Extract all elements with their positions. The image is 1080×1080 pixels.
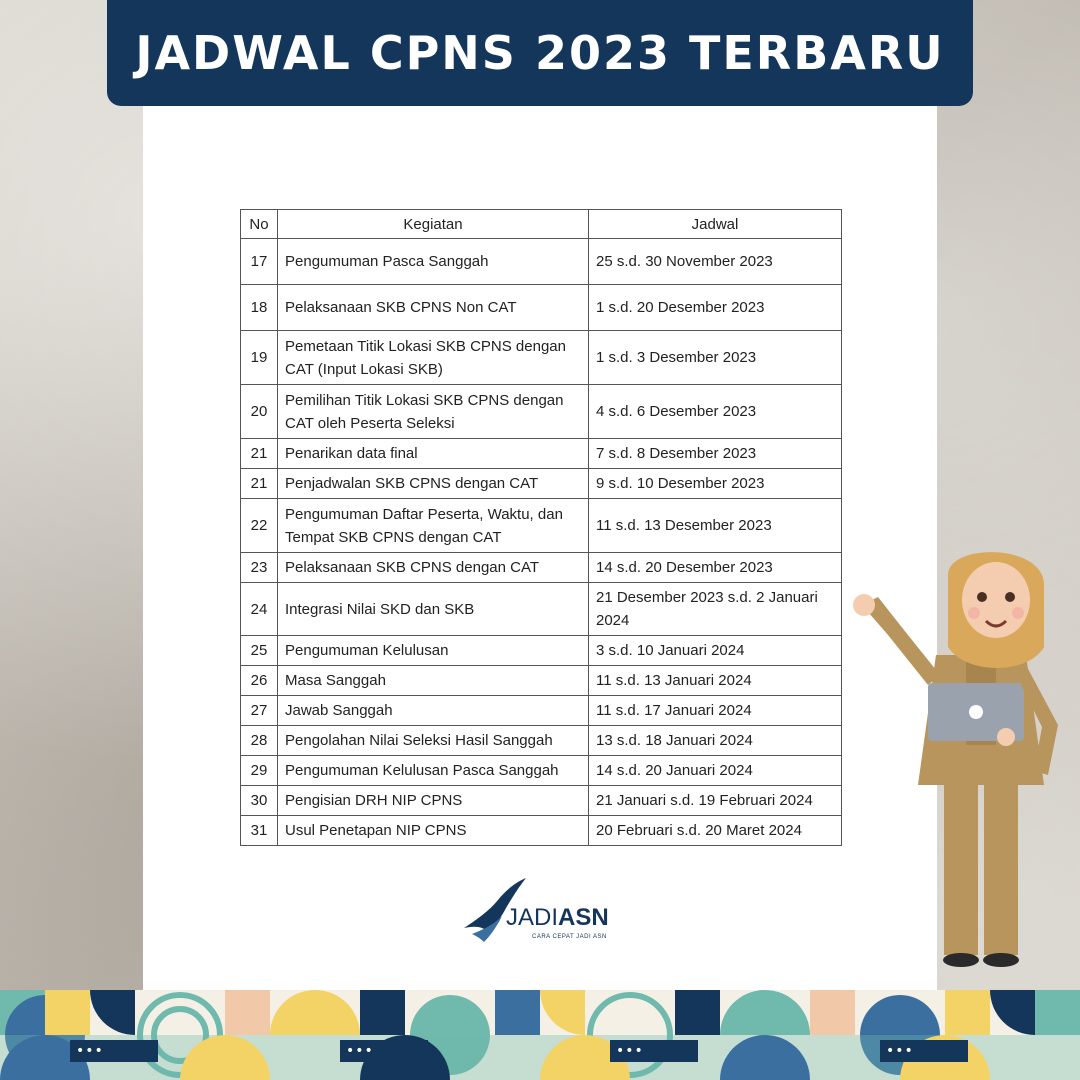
row-no: 19 [241,331,278,385]
header-schedule: Jadwal [589,210,842,239]
table-row [241,786,842,816]
row-activity: Penarikan data final [278,439,589,469]
row-schedule: 3 s.d. 10 Januari 2024 [589,636,842,666]
row-no: 30 [241,786,278,816]
row-schedule: 4 s.d. 6 Desember 2023 [589,385,842,439]
footer-dots-bar: ••• [610,1040,698,1062]
row-no: 31 [241,816,278,846]
row-schedule: 11 s.d. 17 Januari 2024 [589,696,842,726]
row-schedule: 9 s.d. 10 Desember 2023 [589,469,842,499]
row-schedule: 13 s.d. 18 Januari 2024 [589,726,842,756]
header-activity: Kegiatan [278,210,589,239]
row-activity: Jawab Sanggah [278,696,589,726]
row-activity: Pengolahan Nilai Seleksi Hasil Sanggah [278,726,589,756]
row-schedule: 14 s.d. 20 Januari 2024 [589,756,842,786]
jadiasn-logo [462,876,622,956]
table-row [241,583,842,636]
hand [853,594,875,616]
row-activity: Penjadwalan SKB CPNS dengan CAT [278,469,589,499]
table-row [241,439,842,469]
row-no: 21 [241,439,278,469]
logo-tagline: CARA CEPAT JADI ASN [532,934,607,940]
row-activity: Pengumuman Kelulusan Pasca Sanggah [278,756,589,786]
row-no: 18 [241,285,278,331]
schedule-table [240,209,842,846]
row-activity: Pengumuman Daftar Peserta, Waktu, dan Tempat SKB CPNS dengan CAT [278,499,589,553]
row-no: 29 [241,756,278,786]
logo-wordmark [506,904,609,932]
row-activity: Pelaksanaan SKB CPNS dengan CAT [278,553,589,583]
table-row [241,553,842,583]
table-row [241,285,842,331]
row-schedule: 7 s.d. 8 Desember 2023 [589,439,842,469]
table-row [241,239,842,285]
footer-dots-bar: ••• [880,1040,968,1062]
table-row [241,756,842,786]
row-schedule: 1 s.d. 3 Desember 2023 [589,331,842,385]
table-row [241,385,842,439]
table-row [241,726,842,756]
row-schedule: 11 s.d. 13 Januari 2024 [589,666,842,696]
logo-word-light: JADI [506,904,559,931]
table-header-row [241,210,842,239]
row-schedule: 21 Desember 2023 s.d. 2 Januari 2024 [589,583,842,636]
row-no: 25 [241,636,278,666]
row-activity: Pengumuman Pasca Sanggah [278,239,589,285]
logo-word-bold: ASN [558,904,609,931]
row-schedule: 1 s.d. 20 Desember 2023 [589,285,842,331]
row-activity: Pemetaan Titik Lokasi SKB CPNS dengan CAT (Input Lokasi SKB) [278,331,589,385]
row-activity: Usul Penetapan NIP CPNS [278,816,589,846]
row-activity: Pelaksanaan SKB CPNS Non CAT [278,285,589,331]
title-banner [107,0,973,106]
table-row [241,696,842,726]
row-no: 28 [241,726,278,756]
row-no: 26 [241,666,278,696]
table-row [241,666,842,696]
page-title: JADWAL CPNS 2023 TERBARU [135,26,945,80]
table-row [241,636,842,666]
footer-dots-bar: ••• [340,1040,428,1062]
row-schedule: 25 s.d. 30 November 2023 [589,239,842,285]
row-schedule: 21 Januari s.d. 19 Februari 2024 [589,786,842,816]
row-activity: Pemilihan Titik Lokasi SKB CPNS dengan CAT oleh Peserta Seleksi [278,385,589,439]
table-row [241,469,842,499]
row-activity: Integrasi Nilai SKD dan SKB [278,583,589,636]
row-no: 22 [241,499,278,553]
row-no: 21 [241,469,278,499]
row-activity: Pengisian DRH NIP CPNS [278,786,589,816]
row-activity: Masa Sanggah [278,666,589,696]
table-row [241,331,842,385]
row-no: 20 [241,385,278,439]
row-no: 23 [241,553,278,583]
presenter-illustration [848,535,1078,975]
row-activity: Pengumuman Kelulusan [278,636,589,666]
row-no: 24 [241,583,278,636]
table-row [241,499,842,553]
header-no: No [241,210,278,239]
row-schedule: 14 s.d. 20 Desember 2023 [589,553,842,583]
row-no: 17 [241,239,278,285]
footer-dots-bar: ••• [70,1040,158,1062]
table-row [241,816,842,846]
decorative-footer-pattern [0,990,1080,1080]
row-schedule: 20 Februari s.d. 20 Maret 2024 [589,816,842,846]
row-schedule: 11 s.d. 13 Desember 2023 [589,499,842,553]
row-no: 27 [241,696,278,726]
